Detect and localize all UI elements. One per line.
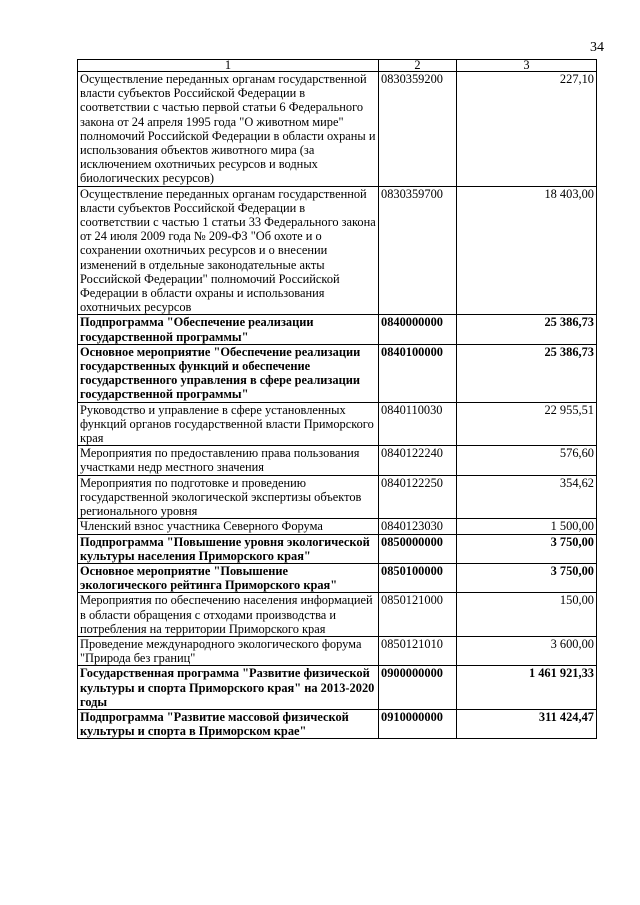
row-name: Руководство и управление в сфере установленных функций органов государственной власти Приморского края xyxy=(78,402,379,446)
row-code: 0900000000 xyxy=(379,666,457,710)
header-col-1: 1 xyxy=(78,60,379,72)
header-col-2: 2 xyxy=(379,60,457,72)
row-amount: 1 461 921,33 xyxy=(457,666,597,710)
row-amount: 25 386,73 xyxy=(457,315,597,344)
row-name: Осуществление переданных органам государственной власти субъектов Российской Федерации в соответствии с частью 1 статьи 33 Федерального закона от 24 июля 2009 года № 209-ФЗ "Об охоте и о сохранении охотничьих ресурсов и о внесении изменений в отдельные законодательные акты Российской Федерации" полномочий Российской Федерации в области охраны и использования охотничьих ресурсов xyxy=(78,186,379,315)
table-row xyxy=(78,402,597,446)
row-amount: 22 955,51 xyxy=(457,402,597,446)
row-amount: 311 424,47 xyxy=(457,709,597,738)
row-code: 0850000000 xyxy=(379,534,457,563)
row-amount: 150,00 xyxy=(457,593,597,637)
row-name: Подпрограмма "Повышение уровня экологической культуры населения Приморского края" xyxy=(78,534,379,563)
table-row xyxy=(78,709,597,738)
row-code: 0910000000 xyxy=(379,709,457,738)
row-name: Государственная программа "Развитие физической культуры и спорта Приморского края" на 2013-2020 годы xyxy=(78,666,379,710)
row-code: 0830359200 xyxy=(379,72,457,187)
table-row xyxy=(78,636,597,665)
row-code: 0840110030 xyxy=(379,402,457,446)
row-code: 0840122250 xyxy=(379,475,457,519)
page-number: 34 xyxy=(590,40,604,55)
row-amount: 3 750,00 xyxy=(457,563,597,592)
row-amount: 25 386,73 xyxy=(457,344,597,402)
budget-table xyxy=(77,59,597,739)
row-name: Мероприятия по предоставлению права пользования участками недр местного значения xyxy=(78,446,379,475)
table-row xyxy=(78,475,597,519)
row-amount: 576,60 xyxy=(457,446,597,475)
row-name: Подпрограмма "Обеспечение реализации государственной программы" xyxy=(78,315,379,344)
table-row xyxy=(78,519,597,534)
row-code: 0840100000 xyxy=(379,344,457,402)
row-code: 0840122240 xyxy=(379,446,457,475)
row-code: 0830359700 xyxy=(379,186,457,315)
table-row xyxy=(78,72,597,187)
table-row xyxy=(78,315,597,344)
row-name: Мероприятия по подготовке и проведению государственной экологической экспертизы объектов регионального уровня xyxy=(78,475,379,519)
row-name: Основное мероприятие "Обеспечение реализации государственных функций и обеспечение государственного управления в сфере реализации государственной программы" xyxy=(78,344,379,402)
row-amount: 354,62 xyxy=(457,475,597,519)
row-name: Подпрограмма "Развитие массовой физической культуры и спорта в Приморском крае" xyxy=(78,709,379,738)
row-code: 0840123030 xyxy=(379,519,457,534)
table-row xyxy=(78,186,597,315)
row-amount: 18 403,00 xyxy=(457,186,597,315)
row-code: 0850121010 xyxy=(379,636,457,665)
row-name: Осуществление переданных органам государственной власти субъектов Российской Федерации в соответствии с частью первой статьи 6 Федерального закона от 24 апреля 1995 года "О животном мире" полномочий Российской Федерации в области охраны и использования объектов животного мира (за исключением охотничьих ресурсов и водных биологических ресурсов) xyxy=(78,72,379,187)
row-amount: 3 750,00 xyxy=(457,534,597,563)
row-amount: 1 500,00 xyxy=(457,519,597,534)
row-amount: 3 600,00 xyxy=(457,636,597,665)
row-amount: 227,10 xyxy=(457,72,597,187)
row-code: 0850100000 xyxy=(379,563,457,592)
table-row xyxy=(78,446,597,475)
header-row xyxy=(78,60,597,72)
row-name: Членский взнос участника Северного Форума xyxy=(78,519,379,534)
header-col-3: 3 xyxy=(457,60,597,72)
row-name: Основное мероприятие "Повышение экологического рейтинга Приморского края" xyxy=(78,563,379,592)
table-row xyxy=(78,563,597,592)
table-row xyxy=(78,344,597,402)
table-row xyxy=(78,666,597,710)
table-row xyxy=(78,593,597,637)
row-code: 0840000000 xyxy=(379,315,457,344)
row-name: Мероприятия по обеспечению населения информацией в области обращения с отходами производства и потребления на территории Приморского края xyxy=(78,593,379,637)
table-row xyxy=(78,534,597,563)
row-code: 0850121000 xyxy=(379,593,457,637)
row-name: Проведение международного экологического форума "Природа без границ" xyxy=(78,636,379,665)
